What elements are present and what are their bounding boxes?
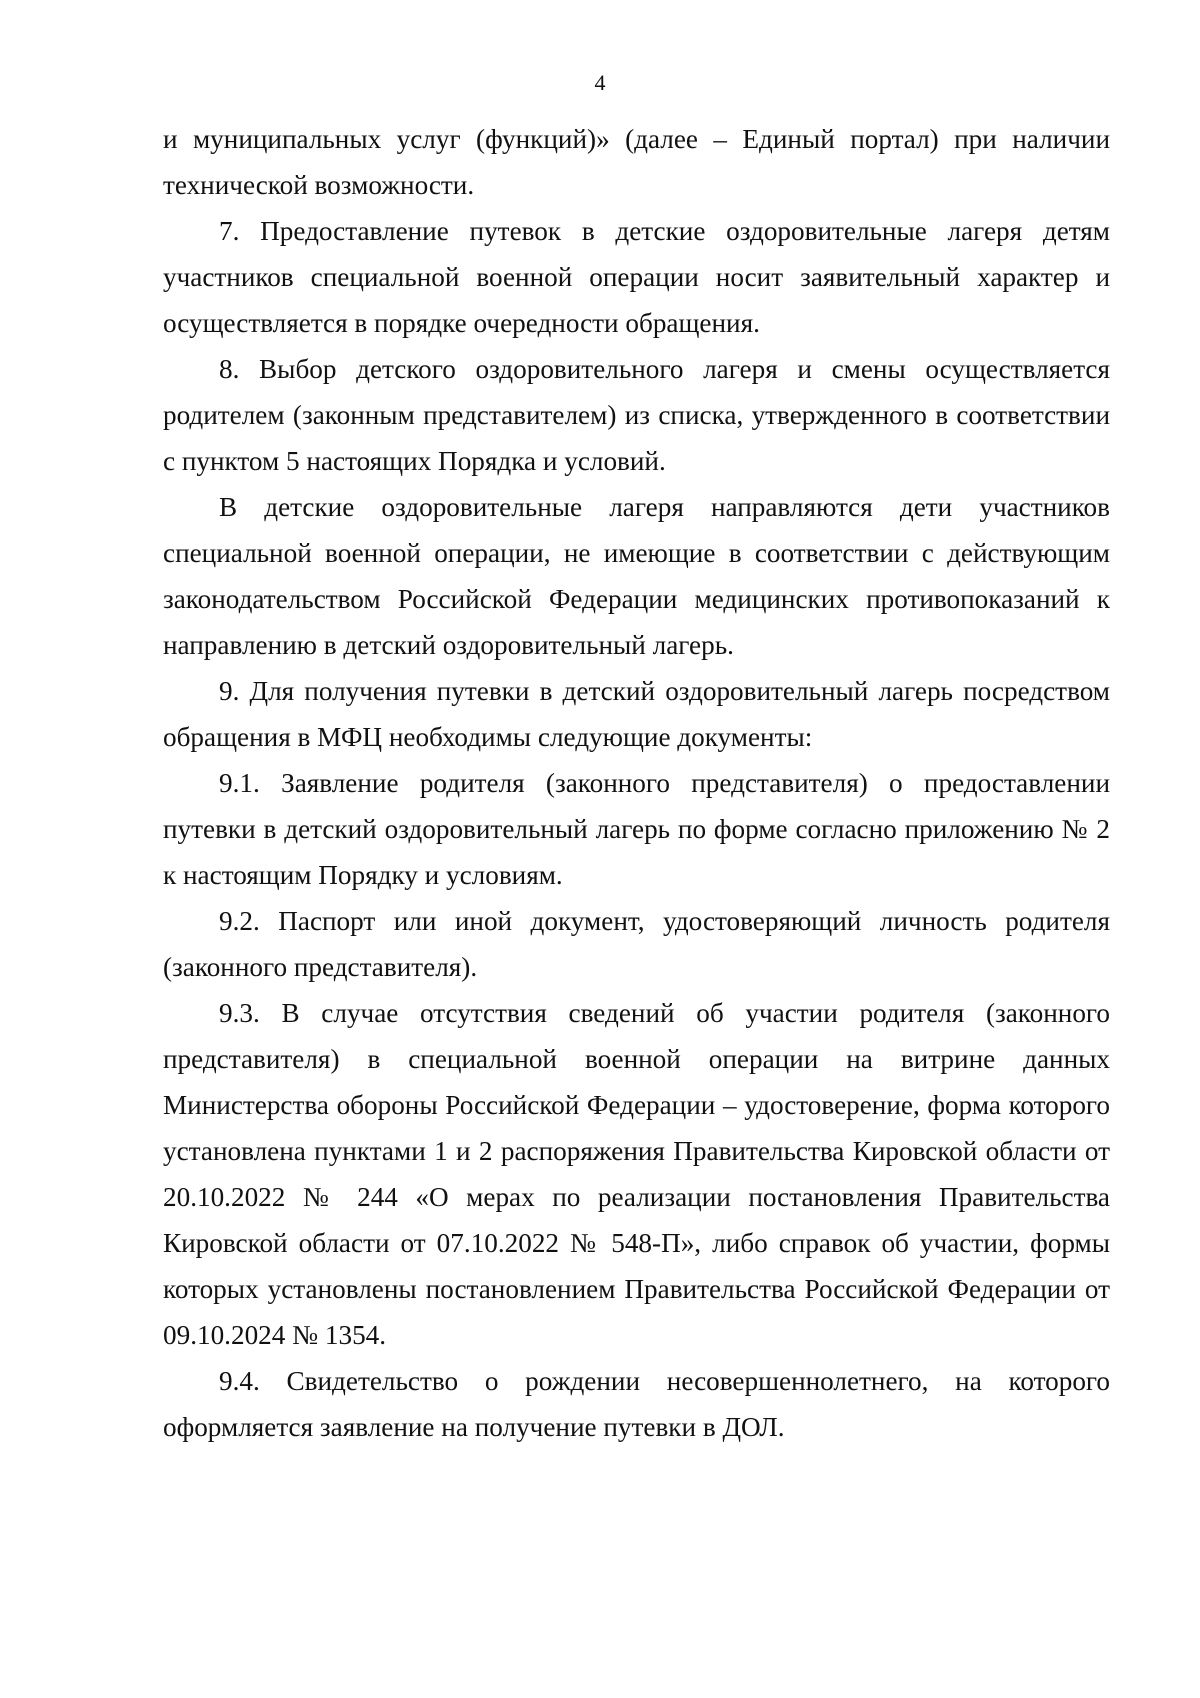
paragraph-item-8-contraindications: В детские оздоровительные лагеря направляются дети участников специальной военной операции, не имеющие в соответствии с действующим законодательством Российской Федерации медицинских противопоказаний к направлению в детский оздоровительный лагерь. [163, 492, 1110, 660]
paragraph-item-9-4: 9.4. Свидетельство о рождении несовершеннолетнего, на которого оформляется заявление на получение путевки в ДОЛ. [163, 1366, 1110, 1442]
paragraph-item-9: 9. Для получения путевки в детский оздоровительный лагерь посредством обращения в МФЦ необходимы следующие документы: [163, 676, 1110, 752]
document-body [163, 116, 1110, 1450]
paragraph-item-8: 8. Выбор детского оздоровительного лагеря и смены осуществляется родителем (законным представителем) из списка, утвержденного в соответствии с пунктом 5 настоящих Порядка и условий. [163, 354, 1110, 476]
paragraph-item-9-2: 9.2. Паспорт или иной документ, удостоверяющий личность родителя (законного представителя). [163, 906, 1110, 982]
paragraph-item-9-3: 9.3. В случае отсутствия сведений об участии родителя (законного представителя) в специальной военной операции на витрине данных Министерства обороны Российской Федерации – удостоверение, форма которого установлена пунктами 1 и 2 распоряжения Правительства Кировской области от 20.10.2022 № 244 «О мерах по реализации постановления Правительства Кировской области от 07.10.2022 № 548-П», либо справок об участии, формы которых установлены постановлением Правительства Российской Федерации от 09.10.2024 № 1354. [163, 998, 1110, 1350]
paragraph-item-9-1: 9.1. Заявление родителя (законного представителя) о предоставлении путевки в детский оздоровительный лагерь по форме согласно приложению № 2 к настоящим Порядку и условиям. [163, 768, 1110, 890]
page-number: 4 [594, 70, 606, 95]
paragraph-continuation: и муниципальных услуг (функций)» (далее – Единый портал) при наличии технической возможности. [163, 124, 1110, 200]
paragraph-item-7: 7. Предоставление путевок в детские оздоровительные лагеря детям участников специальной военной операции носит заявительный характер и осуществляется в порядке очередности обращения. [163, 216, 1110, 338]
